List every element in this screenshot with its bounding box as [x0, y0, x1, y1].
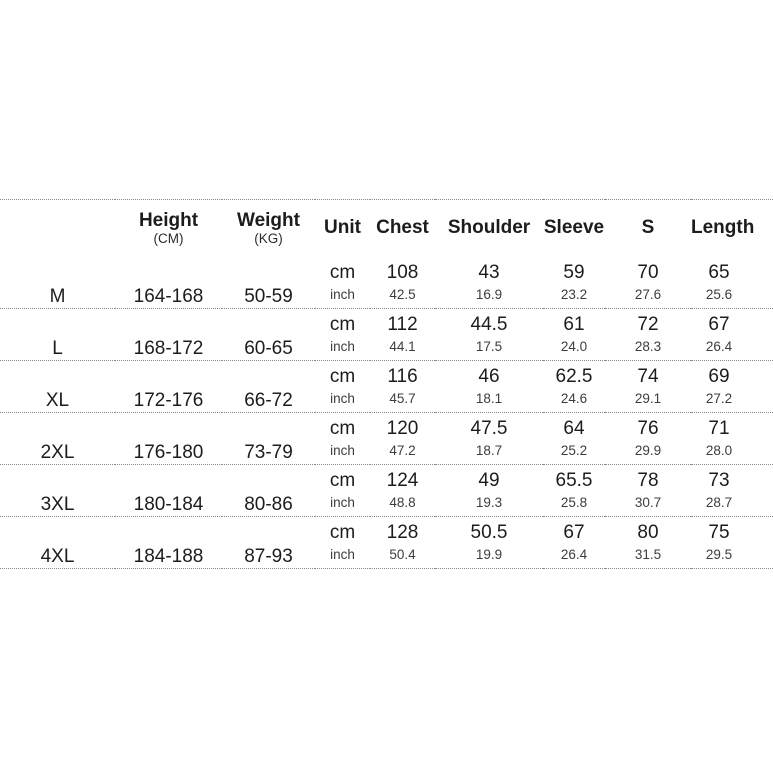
chest-inch-value: 50.4	[389, 546, 416, 562]
s-inch-value: 29.1	[634, 390, 662, 406]
chest-cm-value: 120	[386, 417, 419, 439]
chest-cm-value: 124	[386, 469, 419, 491]
s-cm-value: 78	[637, 469, 659, 491]
table-row-2xl	[0, 413, 773, 465]
length-inch-value: 26.4	[705, 338, 733, 354]
shoulder-cm-value: 43	[478, 261, 500, 283]
height-cell: 176-180	[133, 442, 204, 463]
size-cell: XL	[45, 390, 70, 411]
shoulder-inch-value: 17.5	[475, 338, 503, 354]
sleeve-inch-value: 25.8	[560, 494, 588, 510]
sleeve-inch-value: 26.4	[560, 546, 588, 562]
sleeve-cm-value: 67	[563, 521, 585, 543]
height-cell: 164-168	[133, 286, 204, 307]
cm-subrow	[0, 361, 773, 389]
shoulder-inch-value: 18.7	[475, 442, 503, 458]
cm-subrow	[0, 517, 773, 545]
height-header-label: Height	[138, 209, 199, 231]
table-row-l	[0, 309, 773, 361]
table-header	[0, 200, 773, 257]
size-chart-table	[0, 199, 773, 569]
chest-inch-value: 45.7	[389, 390, 416, 406]
sleeve-cm-value: 64	[563, 417, 585, 439]
weight-cell: 80-86	[244, 494, 293, 515]
unit-inch-label: inch	[330, 442, 355, 458]
weight-header-label: Weight	[237, 209, 300, 231]
unit-inch-label: inch	[330, 338, 355, 354]
sleeve-cm-value: 61	[563, 313, 585, 335]
shoulder-column-header: Shoulder	[447, 217, 531, 239]
height-cell: 184-188	[133, 546, 204, 567]
length-column-header: Length	[691, 217, 755, 239]
chest-inch-value: 47.2	[389, 442, 416, 458]
s-inch-value: 28.3	[634, 338, 662, 354]
length-cm-value: 75	[708, 521, 730, 543]
cm-subrow	[0, 413, 773, 441]
unit-inch-label: inch	[330, 286, 355, 302]
chest-cm-value: 112	[387, 313, 418, 335]
size-cell: L	[52, 338, 63, 359]
sleeve-cm-value: 59	[563, 261, 585, 283]
table-row-4xl	[0, 517, 773, 569]
chest-inch-value: 48.8	[389, 494, 416, 510]
length-cm-value: 67	[708, 313, 730, 335]
shoulder-inch-value: 19.9	[475, 546, 503, 562]
chest-inch-value: 42.5	[389, 286, 416, 302]
height-column-header	[115, 200, 222, 257]
weight-column-header	[222, 200, 315, 257]
table-row-m	[0, 257, 773, 309]
cm-subrow	[0, 257, 773, 285]
unit-column-header: Unit	[324, 217, 361, 239]
chest-cm-value: 128	[386, 521, 419, 543]
sleeve-cm-value: 62.5	[555, 365, 593, 387]
shoulder-inch-value: 18.1	[475, 390, 503, 406]
length-inch-value: 28.0	[705, 442, 733, 458]
unit-cm-label: cm	[329, 469, 356, 491]
shoulder-cm-value: 44.5	[470, 313, 508, 335]
s-column-header: S	[641, 217, 655, 239]
chest-cm-value: 116	[387, 365, 418, 387]
s-inch-value: 27.6	[634, 286, 662, 302]
table-row-xl	[0, 361, 773, 413]
weight-cell: 60-65	[244, 338, 293, 359]
weight-cell: 73-79	[244, 442, 293, 463]
length-inch-value: 28.7	[705, 494, 733, 510]
size-cell: 4XL	[40, 546, 75, 567]
height-cell: 168-172	[133, 338, 204, 359]
unit-inch-label: inch	[330, 494, 355, 510]
s-cm-value: 74	[637, 365, 659, 387]
sleeve-cm-value: 65.5	[555, 469, 593, 491]
length-cm-value: 69	[708, 365, 730, 387]
height-header-unit: (CM)	[153, 230, 184, 246]
shoulder-cm-value: 47.5	[470, 417, 508, 439]
size-column-header	[0, 200, 115, 257]
s-inch-value: 29.9	[634, 442, 662, 458]
length-cm-value: 73	[708, 469, 730, 491]
size-cell: 3XL	[40, 494, 75, 515]
sleeve-inch-value: 23.2	[560, 286, 588, 302]
unit-cm-label: cm	[329, 521, 356, 543]
table-row-3xl	[0, 465, 773, 517]
length-inch-value: 27.2	[705, 390, 733, 406]
chest-inch-value: 44.1	[389, 338, 416, 354]
size-cell: M	[49, 286, 66, 307]
shoulder-inch-value: 19.3	[475, 494, 503, 510]
height-cell: 172-176	[133, 390, 204, 411]
length-cm-value: 71	[708, 417, 730, 439]
unit-cm-label: cm	[329, 417, 356, 439]
shoulder-cm-value: 46	[478, 365, 500, 387]
weight-cell: 66-72	[244, 390, 293, 411]
shoulder-inch-value: 16.9	[475, 286, 503, 302]
s-cm-value: 80	[637, 521, 659, 543]
s-inch-value: 31.5	[634, 546, 662, 562]
shoulder-cm-value: 50.5	[470, 521, 508, 543]
cm-subrow	[0, 465, 773, 493]
unit-inch-label: inch	[330, 390, 355, 406]
sleeve-inch-value: 24.6	[560, 390, 588, 406]
sleeve-inch-value: 24.0	[560, 338, 588, 354]
size-cell: 2XL	[40, 442, 75, 463]
weight-cell: 50-59	[244, 286, 293, 307]
s-cm-value: 72	[637, 313, 659, 335]
height-cell: 180-184	[133, 494, 204, 515]
cm-subrow	[0, 309, 773, 337]
header-row	[0, 200, 773, 257]
chest-cm-value: 108	[386, 261, 419, 283]
unit-cm-label: cm	[329, 261, 356, 283]
sleeve-inch-value: 25.2	[560, 442, 588, 458]
unit-inch-label: inch	[330, 546, 355, 562]
s-cm-value: 70	[637, 261, 659, 283]
weight-header-unit: (KG)	[254, 230, 283, 246]
chest-column-header: Chest	[376, 217, 429, 239]
weight-cell: 87-93	[244, 546, 293, 567]
length-inch-value: 25.6	[705, 286, 733, 302]
unit-cm-label: cm	[329, 365, 356, 387]
sleeve-column-header: Sleeve	[543, 217, 605, 239]
s-cm-value: 76	[637, 417, 659, 439]
length-cm-value: 65	[708, 261, 730, 283]
s-inch-value: 30.7	[634, 494, 662, 510]
length-inch-value: 29.5	[705, 546, 733, 562]
unit-cm-label: cm	[329, 313, 356, 335]
shoulder-cm-value: 49	[478, 469, 500, 491]
